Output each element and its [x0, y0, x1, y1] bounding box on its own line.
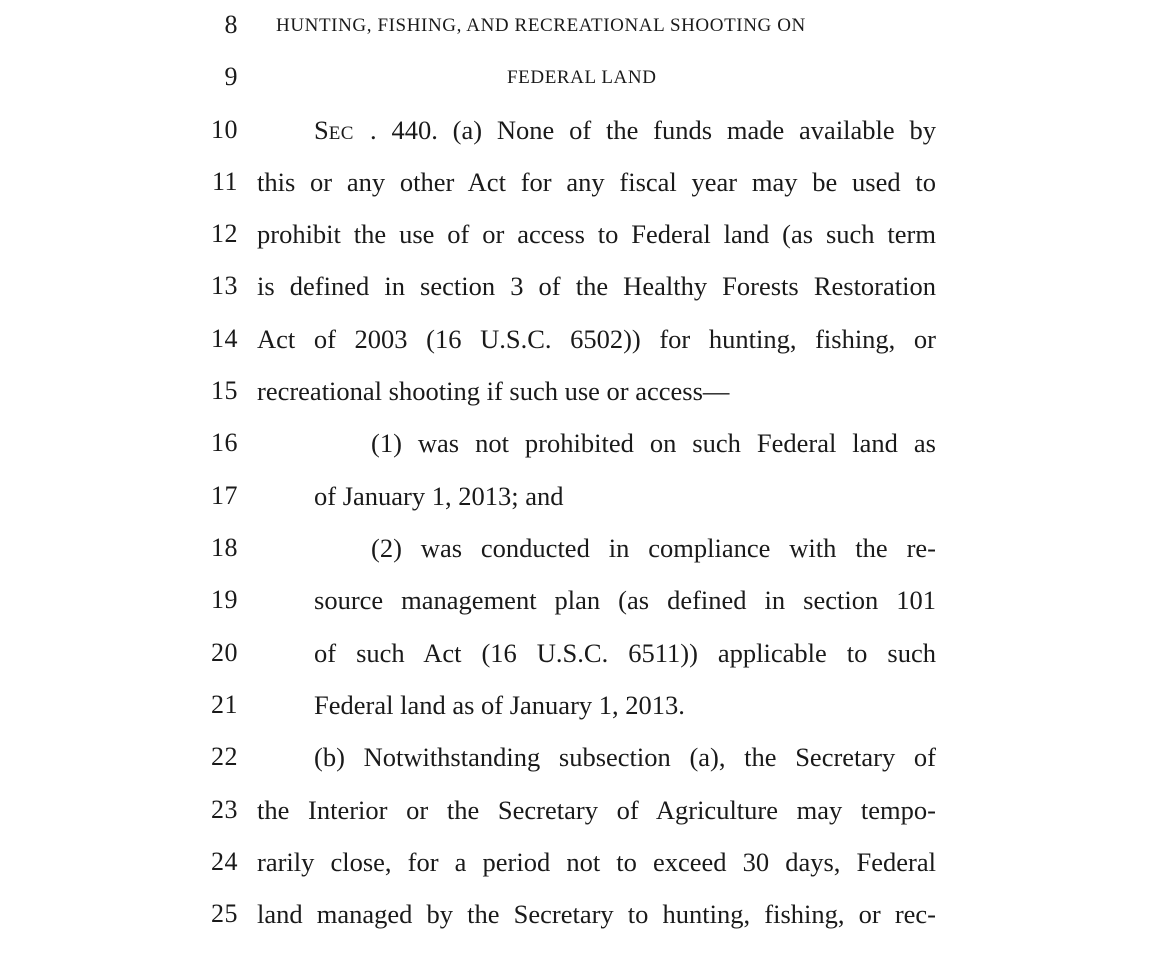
section-label: [314, 117, 354, 144]
text-line-10: [0, 117, 1157, 169]
text-line-8: [0, 12, 1157, 64]
line-number: 17: [211, 481, 238, 510]
text-line-15: [0, 378, 1157, 430]
line-number: 8: [224, 10, 238, 39]
paragraph-2-text: (2) was conducted in compliance with the re-: [371, 533, 936, 563]
section-label-initial: S: [314, 115, 329, 145]
line-number: 14: [211, 324, 238, 353]
text-line-13: [0, 273, 1157, 325]
line-number: 12: [211, 219, 238, 248]
line-number: 15: [211, 376, 238, 405]
section-text: this or any other Act for any fiscal year may be used to: [257, 167, 936, 197]
section-text: is defined in section 3 of the Healthy Forests Restoration: [257, 271, 936, 301]
text-line-25: [0, 901, 1157, 953]
line-number: 13: [211, 271, 238, 300]
line-number: 23: [211, 795, 238, 824]
text-line-12: [0, 221, 1157, 273]
line-number: 25: [211, 899, 238, 928]
text-line-17: [0, 483, 1157, 535]
line-number: 16: [211, 428, 238, 457]
subsection-b-text: rarily close, for a period not to exceed 30 days, Federal: [257, 847, 936, 877]
text-line-16: [0, 430, 1157, 482]
line-number: 20: [211, 638, 238, 667]
text-line-11: [0, 169, 1157, 221]
section-heading-line-1: HUNTING, FISHING, AND RECREATIONAL SHOOTING ON: [276, 15, 806, 36]
text-line-19: [0, 587, 1157, 639]
line-number: 24: [211, 847, 238, 876]
text-line-24: [0, 849, 1157, 901]
text-line-23: [0, 797, 1157, 849]
line-number: 10: [211, 115, 238, 144]
section-text: . 440. (a) None of the funds made available by: [370, 115, 936, 145]
line-number: 11: [211, 167, 238, 196]
text-line-21: [0, 692, 1157, 744]
text-line-20: [0, 640, 1157, 692]
line-number: 22: [211, 742, 238, 771]
line-number: 9: [224, 62, 238, 91]
paragraph-2-text: Federal land as of January 1, 2013.: [314, 690, 685, 720]
section-text: Act of 2003 (16 U.S.C. 6502)) for hunting, fishing, or: [257, 324, 936, 354]
paragraph-2-text: of such Act (16 U.S.C. 6511)) applicable to such: [314, 638, 936, 668]
text-line-14: [0, 326, 1157, 378]
subsection-b-text: the Interior or the Secretary of Agriculture may tempo-: [257, 795, 936, 825]
section-text: recreational shooting if such use or access—: [257, 376, 730, 406]
subsection-b-text: land managed by the Secretary to hunting, fishing, or rec-: [257, 899, 936, 929]
text-line-9: [0, 64, 1157, 116]
section-text: prohibit the use of or access to Federal land (as such term: [257, 219, 936, 249]
paragraph-1-text: of January 1, 2013; and: [314, 481, 564, 511]
line-number: 21: [211, 690, 238, 719]
line-number: 18: [211, 533, 238, 562]
paragraph-1-text: (1) was not prohibited on such Federal land as: [371, 428, 936, 458]
text-line-22: [0, 744, 1157, 796]
paragraph-2-text: source management plan (as defined in section 101: [314, 585, 936, 615]
line-number: 19: [211, 585, 238, 614]
section-label-smallcaps: EC: [328, 123, 354, 144]
section-heading-line-2: FEDERAL LAND: [507, 67, 657, 88]
text-line-18: [0, 535, 1157, 587]
subsection-b-text: (b) Notwithstanding subsection (a), the Secretary of: [314, 742, 936, 772]
